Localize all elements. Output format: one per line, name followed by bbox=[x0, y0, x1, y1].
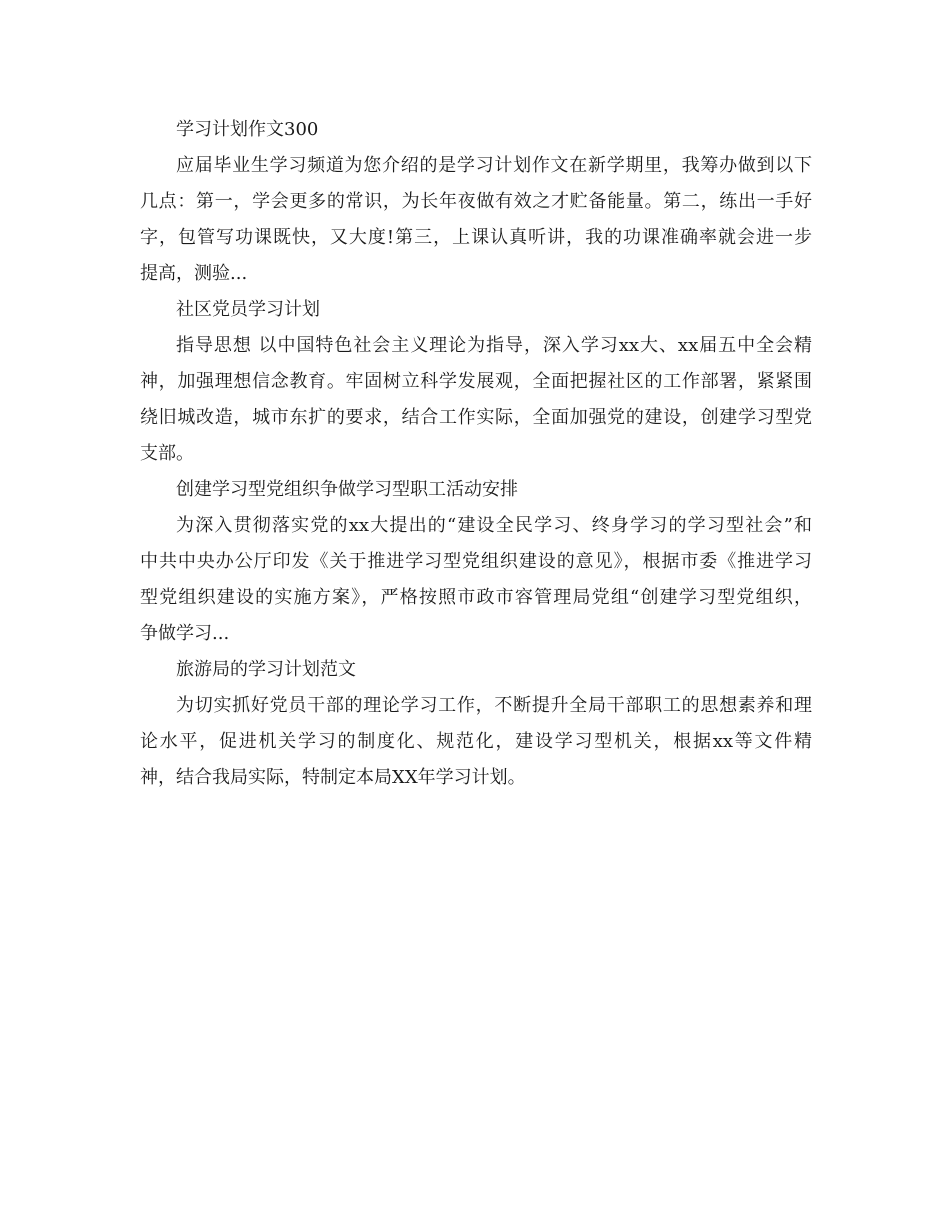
section-heading: 旅游局的学习计划范文 bbox=[176, 659, 356, 680]
paragraph-line: 神，结合我局实际，特制定本局XX年学习计划。 bbox=[140, 767, 526, 788]
section-heading: 社区党员学习计划 bbox=[176, 299, 320, 320]
section-heading: 学习计划作文300 bbox=[176, 119, 319, 140]
paragraph-line: 神，加强理想信念教育。牢固树立科学发展观，全面把握社区的工作部署，紧紧围 bbox=[140, 371, 812, 392]
paragraph-line: 中共中央办公厅印发《关于推进学习型党组织建设的意见》，根据市委《推进学习 bbox=[140, 551, 812, 572]
paragraph-line: 型党组织建设的实施方案》，严格按照市政市容管理局党组“创建学习型党组织， bbox=[140, 587, 812, 608]
paragraph-line: 为深入贯彻落实党的xx大提出的“建设全民学习、终身学习的学习型社会”和 bbox=[176, 515, 812, 536]
paragraph-line: 争做学习... bbox=[140, 623, 230, 644]
paragraph-line: 提高，测验... bbox=[140, 263, 248, 284]
section-tourism-bureau-plan bbox=[140, 652, 812, 796]
section-learning-party-organization bbox=[140, 472, 812, 652]
document-page bbox=[140, 112, 812, 796]
paragraph-line: 支部。 bbox=[140, 443, 194, 464]
paragraph-line: 指导思想 以中国特色社会主义理论为指导，深入学习xx大、xx届五中全会精 bbox=[176, 335, 812, 356]
section-heading: 创建学习型党组织争做学习型职工活动安排 bbox=[176, 479, 518, 500]
paragraph-line: 几点：第一，学会更多的常识，为长年夜做有效之才贮备能量。第二，练出一手好 bbox=[140, 191, 812, 212]
paragraph-line: 字，包管写功课既快，又大度!第三，上课认真听讲，我的功课准确率就会进一步 bbox=[140, 227, 812, 248]
paragraph-line: 应届毕业生学习频道为您介绍的是学习计划作文在新学期里，我筹办做到以下 bbox=[176, 155, 812, 176]
section-community-party-plan bbox=[140, 292, 812, 472]
paragraph-line: 论水平，促进机关学习的制度化、规范化，建设学习型机关，根据xx等文件精 bbox=[140, 731, 812, 752]
section-study-plan-essay bbox=[140, 112, 812, 292]
paragraph-line: 为切实抓好党员干部的理论学习工作，不断提升全局干部职工的思想素养和理 bbox=[176, 695, 812, 716]
paragraph-line: 绕旧城改造，城市东扩的要求，结合工作实际，全面加强党的建设，创建学习型党 bbox=[140, 407, 812, 428]
